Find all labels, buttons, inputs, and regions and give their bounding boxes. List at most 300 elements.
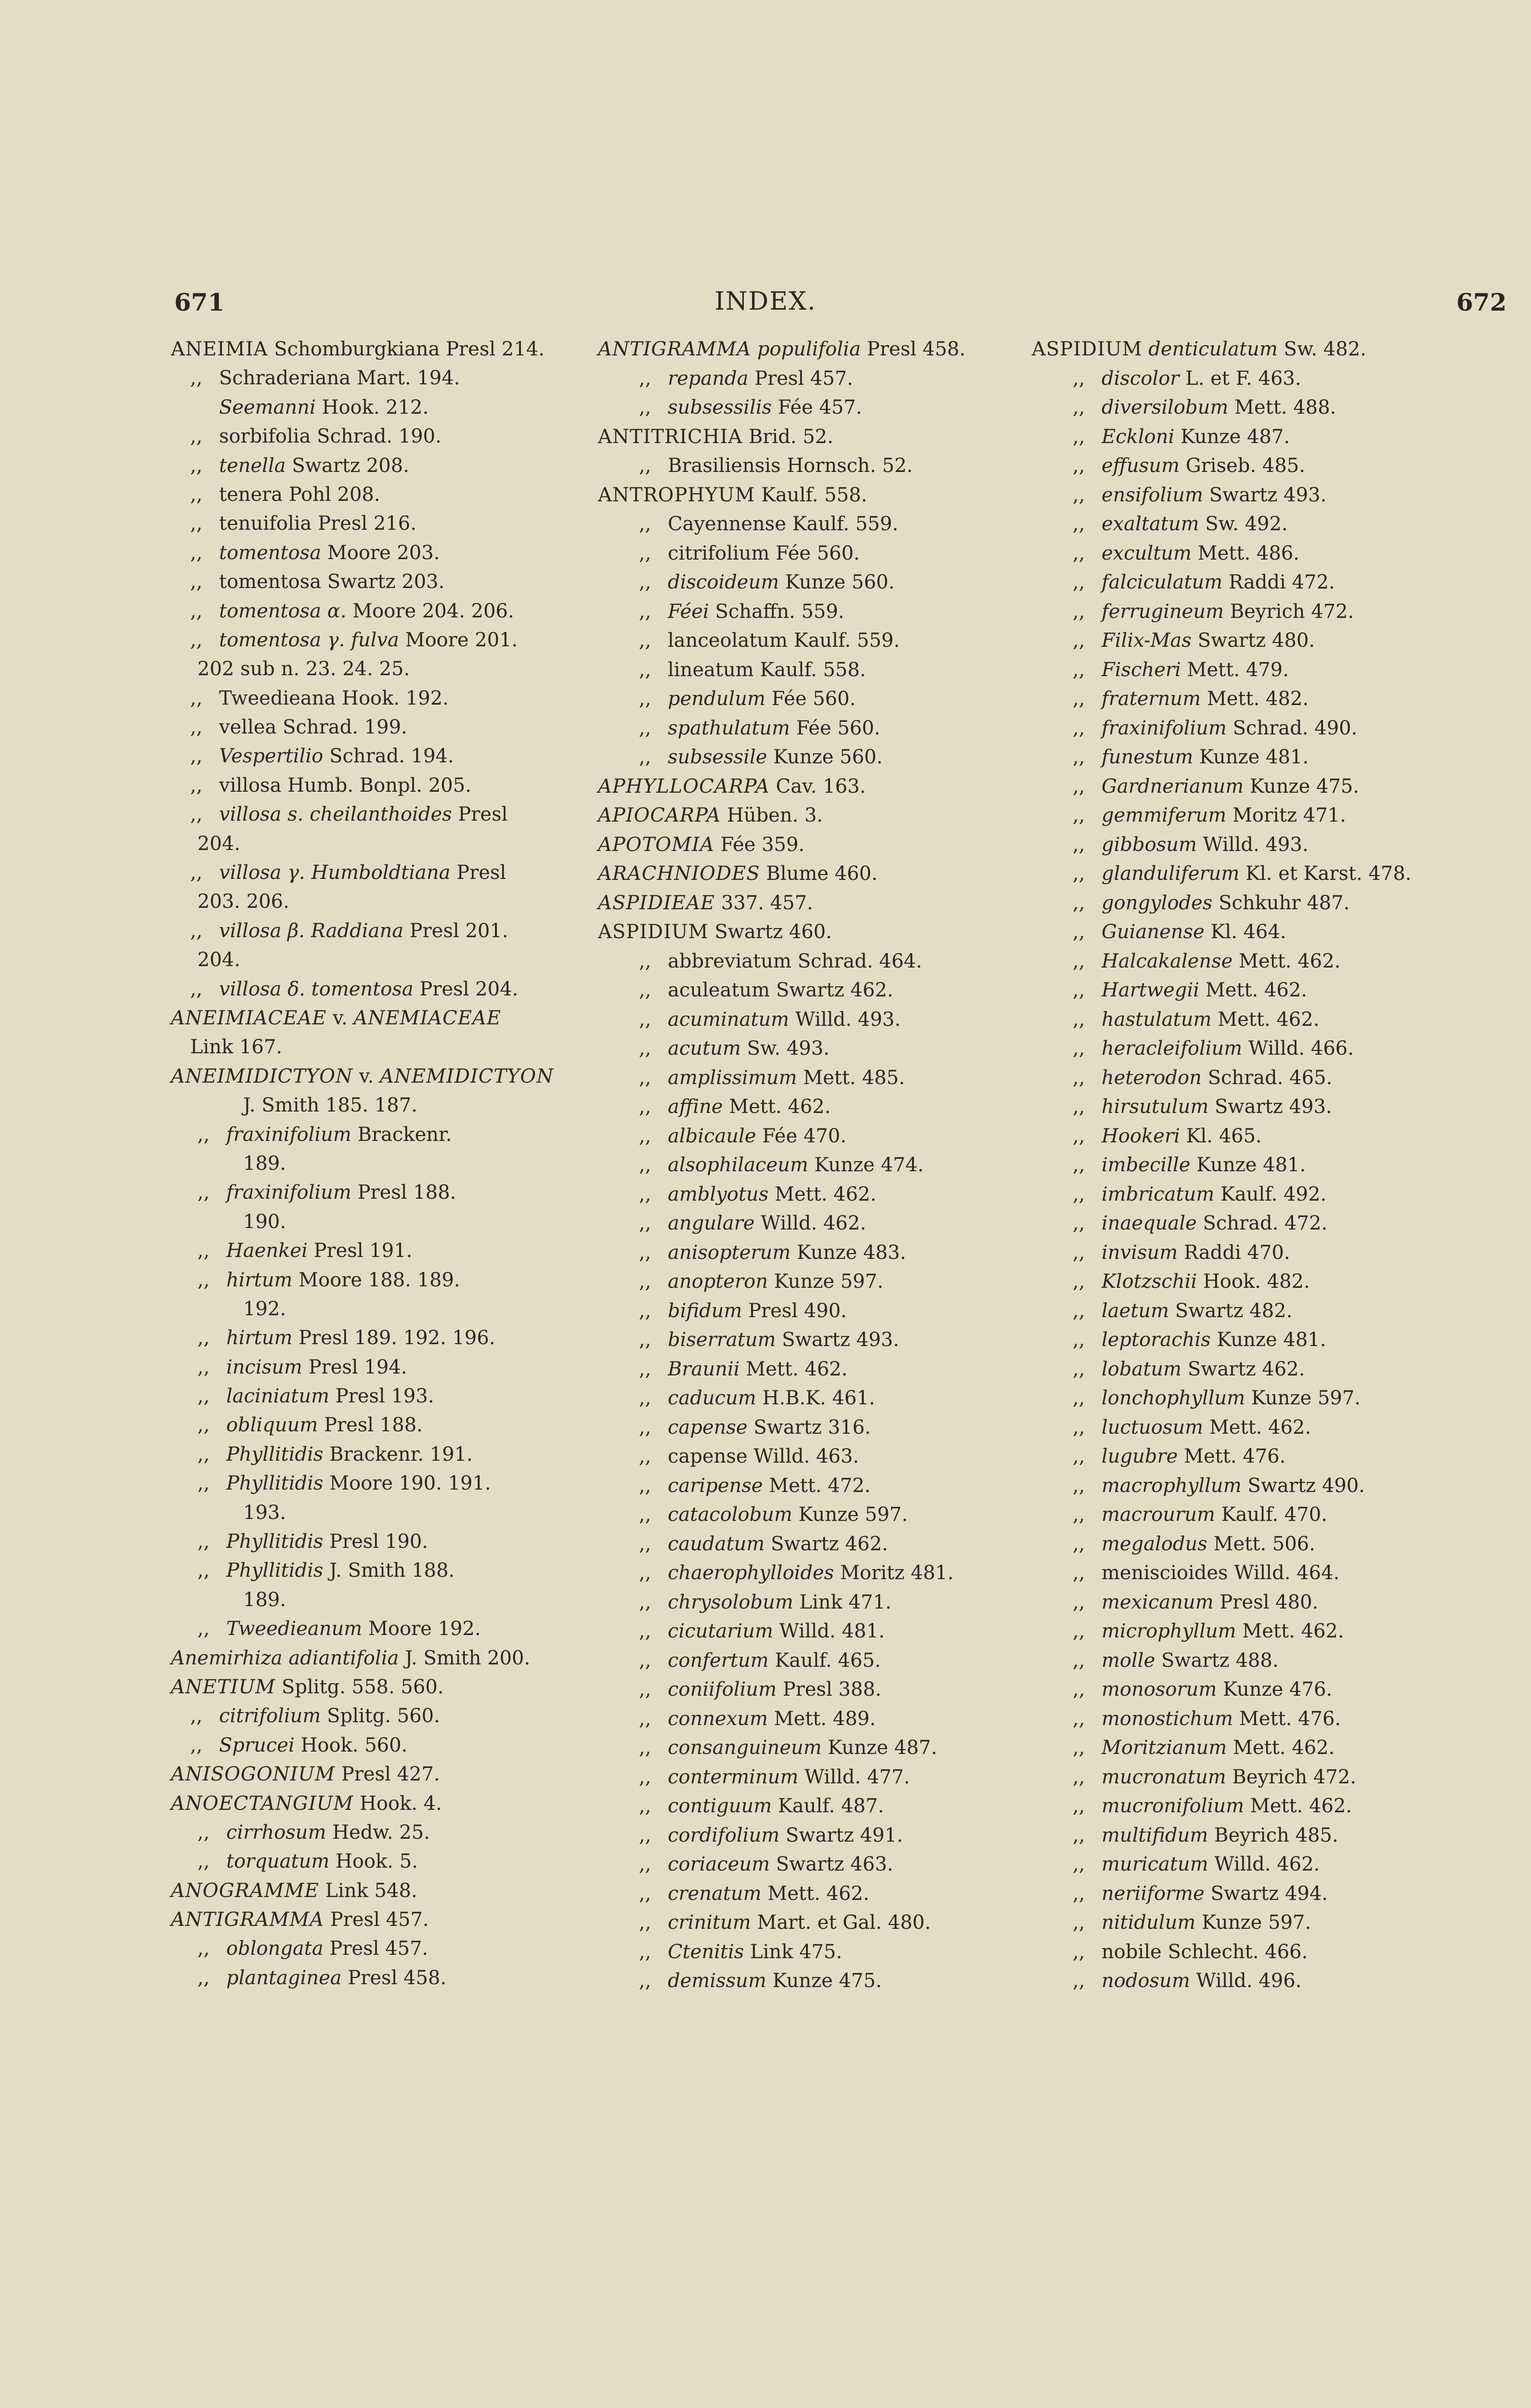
authority-and-pages: J. Smith 200. bbox=[405, 1647, 531, 1669]
index-entry bbox=[1032, 859, 1465, 889]
ditto-mark: ,, bbox=[639, 1066, 651, 1089]
authority-and-pages: Moore 201. bbox=[405, 628, 518, 651]
index-entry bbox=[1032, 539, 1465, 568]
index-entry bbox=[1032, 889, 1465, 918]
genus-name: ANOGRAMME bbox=[171, 1879, 319, 1902]
authority-and-pages: Mett. 462. bbox=[1218, 1008, 1320, 1031]
index-entry bbox=[1032, 1733, 1465, 1763]
ditto-mark: ,, bbox=[1073, 688, 1085, 710]
index-entry bbox=[1032, 1675, 1465, 1704]
index-entry bbox=[1032, 597, 1465, 627]
index-entry bbox=[171, 945, 556, 974]
genus-name: APIOCARPA bbox=[598, 804, 721, 826]
authority-and-pages: Presl 457. bbox=[330, 1909, 429, 1931]
ditto-mark: ,, bbox=[639, 1824, 651, 1846]
authority-and-pages: Mett. 489. bbox=[774, 1707, 876, 1730]
authority-and-pages: Mett. 462. bbox=[1209, 1416, 1311, 1439]
index-entry bbox=[1032, 1325, 1465, 1355]
ditto-mark: ,, bbox=[190, 1734, 203, 1756]
authority-and-pages: Willd. 462. bbox=[1214, 1853, 1320, 1875]
authority-and-pages: Presl 457. bbox=[329, 1937, 428, 1960]
species-name: caripense bbox=[668, 1474, 763, 1497]
species-name: Schraderiana bbox=[219, 367, 351, 390]
species-name: cicutarium bbox=[668, 1620, 773, 1642]
index-entry bbox=[598, 1267, 1012, 1296]
species-name: lugubre bbox=[1102, 1445, 1178, 1467]
species-name: exaltatum bbox=[1102, 513, 1199, 535]
species-name: consanguineum bbox=[668, 1737, 822, 1759]
index-entry bbox=[598, 1675, 1012, 1704]
genus-name: ARACHNIODES bbox=[598, 863, 760, 885]
authority-and-pages: Presl bbox=[458, 803, 508, 826]
species-name: Braunii bbox=[668, 1358, 740, 1380]
index-entry bbox=[598, 1122, 1012, 1151]
ditto-mark: ,, bbox=[639, 1358, 651, 1380]
authority-and-pages: Swartz 493. bbox=[1209, 484, 1327, 506]
authority-and-pages: Link 475. bbox=[750, 1940, 843, 1963]
ditto-mark: ,, bbox=[639, 629, 651, 652]
index-entry bbox=[171, 1934, 556, 1963]
authority-and-pages: 189. bbox=[243, 1152, 286, 1175]
authority-and-pages: 193. bbox=[243, 1501, 286, 1524]
ditto-mark: ,, bbox=[190, 862, 203, 884]
right-page-number: 672 bbox=[1456, 288, 1507, 316]
ditto-mark: ,, bbox=[1073, 1387, 1085, 1409]
ditto-mark: ,, bbox=[639, 542, 651, 564]
authority-and-pages: Moore 190. 191. bbox=[329, 1472, 491, 1495]
authority-and-pages: Link 548. bbox=[325, 1879, 417, 1902]
authority-and-pages: Sw. 493. bbox=[747, 1037, 830, 1060]
ditto-mark: ,, bbox=[1073, 1678, 1085, 1701]
species-name: inaequale bbox=[1102, 1212, 1197, 1234]
ditto-mark: ,, bbox=[1073, 1474, 1085, 1497]
index-entry bbox=[1032, 743, 1465, 772]
index-entry bbox=[1032, 1588, 1465, 1617]
ditto-mark: ,, bbox=[197, 1123, 210, 1146]
index-entry bbox=[1032, 1763, 1465, 1792]
species-name: chrysolobum bbox=[668, 1591, 793, 1613]
index-entry bbox=[598, 510, 1012, 539]
ditto-mark: ,, bbox=[1073, 717, 1085, 739]
ditto-mark: ,, bbox=[197, 1850, 210, 1873]
authority-and-pages: 337. 457. bbox=[721, 891, 813, 914]
authority-and-pages: Kl. 465. bbox=[1186, 1125, 1262, 1147]
index-entry bbox=[171, 654, 556, 683]
index-entry bbox=[598, 1092, 1012, 1122]
authority-and-pages: Mett. 462. bbox=[729, 1096, 831, 1118]
species-name: villosa δ. tomentosa bbox=[219, 978, 414, 1000]
ditto-mark: ,, bbox=[639, 1416, 651, 1439]
authority-and-pages: Moore 192. bbox=[368, 1618, 481, 1640]
authority-and-pages: Willd. 463. bbox=[753, 1445, 859, 1467]
ditto-mark: ,, bbox=[1073, 1212, 1085, 1234]
authority-and-pages: Presl 191. bbox=[313, 1240, 413, 1262]
authority-and-pages: Swartz 462. bbox=[1187, 1358, 1305, 1380]
index-entry bbox=[598, 1850, 1012, 1879]
species-name: discolor bbox=[1102, 367, 1180, 390]
species-name: alsophilaceum bbox=[668, 1154, 808, 1176]
ditto-mark: ,, bbox=[639, 1766, 651, 1788]
authority-and-pages: Kaulf. 558. bbox=[760, 658, 866, 681]
index-entry bbox=[1032, 422, 1465, 452]
authority-and-pages: Swartz 490. bbox=[1247, 1474, 1365, 1497]
index-entry bbox=[171, 1033, 556, 1061]
authority-and-pages: Kunze 560. bbox=[773, 746, 883, 768]
index-entry bbox=[598, 1325, 1012, 1355]
authority-and-pages: Beyrich 472. bbox=[1232, 1766, 1356, 1788]
authority-and-pages: Willd. 462. bbox=[761, 1212, 867, 1234]
species-name: anopteron bbox=[668, 1270, 768, 1293]
ditto-mark: ,, bbox=[1073, 1008, 1085, 1031]
species-name: hastulatum bbox=[1102, 1008, 1212, 1031]
species-name: v. bbox=[359, 1065, 380, 1087]
authority-and-pages: Mett. 462. bbox=[746, 1358, 848, 1380]
index-entry bbox=[598, 451, 1012, 481]
species-name: Hookeri bbox=[1102, 1125, 1180, 1147]
index-entry bbox=[171, 684, 556, 713]
index-entry bbox=[598, 859, 1012, 889]
species-name: megalodus bbox=[1102, 1532, 1207, 1555]
index-entry bbox=[1032, 1092, 1465, 1122]
index-entry bbox=[598, 1471, 1012, 1501]
species-name: sorbifolia bbox=[219, 425, 311, 448]
genus-name: ANEIMIDICTYON bbox=[171, 1065, 353, 1087]
index-entry bbox=[1032, 714, 1465, 743]
index-entry bbox=[171, 1062, 556, 1091]
species-name: conterminum bbox=[668, 1766, 799, 1788]
species-name: Guianense bbox=[1102, 921, 1205, 943]
authority-and-pages: Mett. 462. bbox=[1233, 1737, 1335, 1759]
ditto-mark: ,, bbox=[190, 367, 203, 390]
authority-and-pages: Swartz 494. bbox=[1210, 1882, 1328, 1905]
authority-and-pages: Schrad. 490. bbox=[1233, 717, 1358, 739]
authority-and-pages: Schrad. 465. bbox=[1207, 1066, 1333, 1089]
ditto-mark: ,, bbox=[1073, 891, 1085, 914]
species-name: mexicanum bbox=[1102, 1591, 1214, 1613]
index-entry bbox=[1032, 1238, 1465, 1268]
authority-and-pages: Hook. 4. bbox=[360, 1792, 442, 1815]
species-name: Phyllitidis bbox=[226, 1472, 324, 1495]
authority-and-pages: Swartz 462. bbox=[776, 979, 894, 1001]
species-name: citrifolium bbox=[219, 1705, 321, 1727]
species-name: denticulatum bbox=[1148, 338, 1278, 360]
index-entry bbox=[1032, 1966, 1465, 1996]
species-name: coniifolium bbox=[668, 1678, 777, 1701]
index-entry bbox=[171, 422, 556, 451]
species-name: cordifolium bbox=[668, 1824, 780, 1846]
index-entry bbox=[171, 567, 556, 596]
species-name: amplissimum bbox=[668, 1066, 797, 1089]
species-name: invisum bbox=[1102, 1241, 1178, 1264]
index-entry bbox=[1032, 1267, 1465, 1296]
genus-name: ANTIGRAMMA bbox=[171, 1909, 324, 1931]
authority-and-pages: Kunze 481. bbox=[1217, 1329, 1326, 1351]
index-column-1 bbox=[171, 335, 556, 1992]
species-name: abbreviatum bbox=[668, 950, 791, 972]
species-name: subsessile bbox=[668, 746, 767, 768]
species-name: macrourum bbox=[1102, 1504, 1215, 1526]
ditto-mark: ,, bbox=[639, 1940, 651, 1963]
index-entry bbox=[598, 1500, 1012, 1530]
genus-name: APOTOMIA bbox=[598, 833, 714, 856]
index-entry bbox=[171, 829, 556, 858]
ditto-mark: ,, bbox=[190, 512, 203, 535]
species-name: excultum bbox=[1102, 542, 1192, 564]
index-entry bbox=[598, 1296, 1012, 1326]
genus-name: ANTITRICHIA bbox=[598, 425, 743, 448]
species-name: spathulatum bbox=[668, 717, 790, 739]
authority-and-pages: Hedw. 25. bbox=[332, 1821, 430, 1844]
species-name: luctuosum bbox=[1102, 1416, 1204, 1439]
species-name: v. bbox=[333, 1007, 354, 1029]
authority-and-pages: Presl 457. bbox=[754, 367, 853, 390]
species-name: tomentosa bbox=[219, 541, 322, 564]
ditto-mark: ,, bbox=[1073, 746, 1085, 768]
index-entry bbox=[171, 1760, 556, 1789]
authority-and-pages: Kaulf. 470. bbox=[1221, 1504, 1327, 1526]
index-entry bbox=[1032, 1413, 1465, 1442]
index-entry bbox=[1032, 568, 1465, 597]
species-name: tenera bbox=[219, 483, 283, 506]
ditto-mark: ,, bbox=[197, 1443, 210, 1466]
ditto-mark: ,, bbox=[1073, 425, 1085, 448]
ditto-mark: ,, bbox=[639, 513, 651, 535]
authority-and-pages: Schrad. 199. bbox=[283, 716, 407, 739]
ditto-mark: ,, bbox=[1073, 833, 1085, 856]
ditto-mark: ,, bbox=[1073, 658, 1085, 681]
authority-and-pages: Splitg. 560. bbox=[327, 1705, 440, 1727]
authority-and-pages: 203. 206. bbox=[197, 890, 289, 913]
index-entry bbox=[171, 1469, 556, 1498]
species-name: heterodon bbox=[1102, 1066, 1202, 1089]
index-entry bbox=[171, 597, 556, 626]
authority-and-pages: Presl 188. bbox=[324, 1414, 423, 1437]
species-name: fraternum bbox=[1102, 688, 1201, 710]
authority-and-pages: ANEMIDICTYON bbox=[380, 1065, 554, 1087]
species-name: bifidum bbox=[668, 1299, 742, 1322]
authority-and-pages: Brackenr. 191. bbox=[329, 1443, 473, 1466]
authority-and-pages: Presl 216. bbox=[318, 512, 416, 535]
index-entry bbox=[598, 1617, 1012, 1646]
species-name: laciniatum bbox=[226, 1385, 330, 1408]
authority-and-pages: Schrad. 464. bbox=[797, 950, 922, 972]
ditto-mark: ,, bbox=[1073, 1562, 1085, 1584]
ditto-mark: ,, bbox=[639, 600, 651, 623]
ditto-mark: ,, bbox=[190, 600, 203, 622]
index-entry bbox=[1032, 1937, 1465, 1967]
index-entry bbox=[1032, 1034, 1465, 1063]
index-entry bbox=[171, 1178, 556, 1207]
authority-and-pages: Mett. 462. bbox=[1242, 1620, 1344, 1642]
species-name: oblongata bbox=[226, 1937, 324, 1960]
authority-and-pages: Moritz 481. bbox=[840, 1562, 954, 1584]
index-entry bbox=[1032, 1500, 1465, 1530]
ditto-mark: ,, bbox=[639, 1037, 651, 1060]
index-entry bbox=[1032, 1617, 1465, 1646]
genus-name: ANOECTANGIUM bbox=[171, 1792, 354, 1815]
species-name: Phyllitidis bbox=[226, 1531, 324, 1553]
species-name: diversilobum bbox=[1102, 396, 1229, 419]
ditto-mark: ,, bbox=[190, 1705, 203, 1727]
ditto-mark: ,, bbox=[639, 1096, 651, 1118]
index-entry bbox=[1032, 335, 1465, 364]
index-entry bbox=[1032, 1296, 1465, 1326]
species-name: gibbosum bbox=[1102, 833, 1197, 856]
ditto-mark: ,, bbox=[639, 1737, 651, 1759]
ditto-mark: ,, bbox=[1073, 1037, 1085, 1060]
authority-and-pages: Moore 188. 189. bbox=[298, 1269, 460, 1291]
ditto-mark: ,, bbox=[639, 1445, 651, 1467]
ditto-mark: ,, bbox=[197, 1531, 210, 1553]
species-name: lobatum bbox=[1102, 1358, 1182, 1380]
ditto-mark: ,, bbox=[190, 978, 203, 1000]
index-entry bbox=[171, 1614, 556, 1643]
authority-and-pages: Sw. 482. bbox=[1284, 338, 1366, 360]
ditto-mark: ,, bbox=[1073, 1299, 1085, 1322]
authority-and-pages: Kunze 475. bbox=[1249, 775, 1359, 798]
index-entry bbox=[171, 713, 556, 742]
species-name: nitidulum bbox=[1102, 1911, 1196, 1934]
species-name: fraxinifolium bbox=[226, 1123, 351, 1146]
species-name: lanceolatum bbox=[668, 629, 788, 652]
index-entry bbox=[1032, 510, 1465, 539]
index-entry bbox=[171, 1585, 556, 1614]
species-name: tenella bbox=[219, 454, 286, 477]
authority-and-pages: 204. bbox=[197, 949, 241, 971]
authority-and-pages: Humb. Bonpl. 205. bbox=[287, 774, 471, 797]
index-entry bbox=[171, 626, 556, 654]
ditto-mark: ,, bbox=[190, 483, 203, 506]
ditto-mark: ,, bbox=[639, 1212, 651, 1234]
ditto-mark: ,, bbox=[1073, 1066, 1085, 1089]
ditto-mark: ,, bbox=[1073, 1096, 1085, 1118]
species-name: coriaceum bbox=[668, 1853, 770, 1875]
species-name: leptorachis bbox=[1102, 1329, 1211, 1351]
index-column-3 bbox=[1032, 335, 1465, 1996]
index-entry bbox=[171, 1644, 556, 1673]
species-name: tenuifolia bbox=[219, 512, 312, 535]
index-entry bbox=[598, 626, 1012, 655]
authority-and-pages: Swartz 482. bbox=[1175, 1299, 1293, 1322]
ditto-mark: ,, bbox=[639, 1241, 651, 1264]
species-name: gemmiferum bbox=[1102, 804, 1227, 826]
index-entry bbox=[1032, 1471, 1465, 1501]
index-entry bbox=[1032, 1180, 1465, 1209]
index-entry bbox=[1032, 1558, 1465, 1588]
index-entry bbox=[598, 1704, 1012, 1734]
species-name: angulare bbox=[668, 1212, 755, 1234]
authority-and-pages: Splitg. 558. 560. bbox=[281, 1675, 444, 1698]
authority-and-pages: Kunze 481. bbox=[1199, 746, 1309, 768]
species-name: Tweedieanum bbox=[226, 1618, 363, 1640]
species-name: torquatum bbox=[226, 1850, 330, 1873]
species-name: Tweedieana bbox=[219, 687, 336, 709]
ditto-mark: ,, bbox=[639, 1125, 651, 1147]
index-entry bbox=[171, 800, 556, 829]
species-name: albicaule bbox=[668, 1125, 756, 1147]
authority-and-pages: Swartz 203. bbox=[327, 571, 445, 593]
index-entry bbox=[598, 1879, 1012, 1909]
index-entry bbox=[598, 1384, 1012, 1413]
index-entry bbox=[598, 830, 1012, 860]
species-name: lonchophyllum bbox=[1102, 1387, 1246, 1409]
ditto-mark: ,, bbox=[1073, 921, 1085, 943]
authority-and-pages: Cav. 163. bbox=[776, 775, 866, 798]
authority-and-pages: Willd. 477. bbox=[804, 1766, 910, 1788]
authority-and-pages: Mett. 462. bbox=[1250, 1795, 1352, 1817]
ditto-mark: ,, bbox=[639, 1387, 651, 1409]
index-entry bbox=[598, 1646, 1012, 1675]
species-name: obliquum bbox=[226, 1414, 318, 1437]
authority-and-pages: Presl 388. bbox=[782, 1678, 882, 1701]
index-entry bbox=[171, 1905, 556, 1934]
authority-and-pages: 189. bbox=[243, 1588, 286, 1611]
ditto-mark: ,, bbox=[639, 1504, 651, 1526]
species-name: villosa β. Raddiana bbox=[219, 919, 404, 942]
index-entry bbox=[171, 1731, 556, 1760]
index-entry bbox=[598, 917, 1012, 947]
authority-and-pages: Swartz 462. bbox=[770, 1532, 888, 1555]
authority-and-pages: Swartz 460. bbox=[714, 921, 832, 943]
authority-and-pages: Mett. 479. bbox=[1187, 658, 1289, 681]
species-name: Gardnerianum bbox=[1102, 775, 1244, 798]
ditto-mark: ,, bbox=[197, 1327, 210, 1349]
ditto-mark: ,, bbox=[197, 1240, 210, 1262]
index-entry bbox=[171, 1673, 556, 1701]
index-entry bbox=[171, 509, 556, 538]
authority-and-pages: Kaulf. 487. bbox=[778, 1795, 884, 1817]
index-entry bbox=[171, 1847, 556, 1876]
ditto-mark: ,, bbox=[1073, 1853, 1085, 1875]
index-entry bbox=[1032, 481, 1465, 510]
authority-and-pages: Kaulf. 559. bbox=[793, 629, 900, 652]
ditto-mark: ,, bbox=[639, 1532, 651, 1555]
authority-and-pages: Raddi 472. bbox=[1228, 571, 1335, 593]
species-name: Sprucei bbox=[219, 1734, 295, 1756]
ditto-mark: ,, bbox=[197, 1618, 210, 1640]
ditto-mark: ,, bbox=[1073, 775, 1085, 798]
authority-and-pages: Moritz 471. bbox=[1232, 804, 1346, 826]
species-name: glanduliferum bbox=[1102, 863, 1240, 885]
index-entry bbox=[598, 1034, 1012, 1063]
ditto-mark: ,, bbox=[1073, 484, 1085, 506]
ditto-mark: ,, bbox=[197, 1821, 210, 1844]
ditto-mark: ,, bbox=[1073, 1649, 1085, 1672]
index-entry bbox=[598, 1588, 1012, 1617]
species-name: Haenkei bbox=[226, 1240, 308, 1262]
authority-and-pages: Presl 490. bbox=[748, 1299, 847, 1322]
index-entry bbox=[598, 976, 1012, 1005]
species-name: meniscioides bbox=[1102, 1562, 1228, 1584]
ditto-mark: ,, bbox=[1073, 396, 1085, 419]
index-entry bbox=[171, 1527, 556, 1556]
authority-and-pages: Kunze 597. bbox=[774, 1270, 883, 1293]
authority-and-pages: Kunze 476. bbox=[1223, 1678, 1333, 1701]
index-entry bbox=[171, 975, 556, 1004]
index-entry bbox=[171, 1440, 556, 1469]
authority-and-pages: Pohl 208. bbox=[288, 483, 380, 506]
ditto-mark: ,, bbox=[1073, 804, 1085, 826]
species-name: anisopterum bbox=[668, 1241, 791, 1264]
ditto-mark: ,, bbox=[639, 1795, 651, 1817]
ditto-mark: ,, bbox=[197, 1181, 210, 1204]
authority-and-pages: Hook. 560. bbox=[300, 1734, 408, 1756]
ditto-mark: ,, bbox=[197, 1269, 210, 1291]
index-entry bbox=[598, 772, 1012, 801]
ditto-mark: ,, bbox=[639, 1591, 651, 1613]
index-entry bbox=[171, 364, 556, 393]
index-entry bbox=[598, 1937, 1012, 1967]
